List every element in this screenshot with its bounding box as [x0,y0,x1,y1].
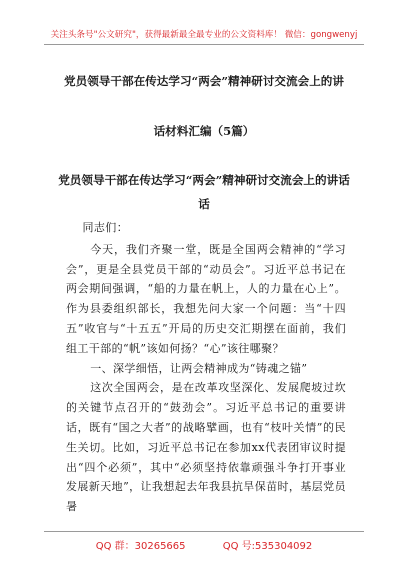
greeting: 同志们： [82,221,129,234]
document-title-line1: 党员领导干部在传达学习“两会”精神研讨交流会上的讲 [64,74,344,88]
section-title-line1: 党员领导干部在传达学习“两会”精神研讨交流会上的讲话 [58,173,350,187]
section-heading: 一、深学细悟，让两会精神成为“铸魂之锚” [90,361,308,375]
document-title-line2: 话材料汇编（5篇） [153,124,255,138]
section-title-line2: 话 [198,197,210,211]
header-divider [44,44,364,45]
document-body [66,218,346,517]
footer-contact [0,537,408,552]
footer-divider [44,531,364,532]
header-note: 关注头条号"公文研究"，获得最新最全最专业的公文资料库！ 微信：gongwenyj [50,30,358,40]
paragraph: 这次全国两会，是在改革攻坚深化、发展爬坡过坎的关键节点召开的“鼓劲会”。习近平总书记的重要讲话，既有“国之大者”的战略擘画，也有“枝叶关情”的民生关切。比如，习近平总书记在参加xx代表团审议时提出“四个必须”，其中“必须坚持依靠顽强斗争打开事业发展新天地”，让我想起去年我县抗旱保苗时，基层党员暑 [66,381,346,514]
footer-qq-group: QQ 群：30265665 [95,541,186,552]
paragraph: 今天，我们齐聚一堂，既是全国两会精神的“学习会”，更是全县党员干部的“动员会”。习近平总书记在两会期间强调，“船的力量在帆上，人的力量在心上”。作为县委组织部长，我想先问大家一个问题：当“十四五”收官与“十五五”开局的历史交汇期摆在面前，我们组工干部的“帆”该如何扬？“心”该往哪聚？ [66,242,346,355]
footer-qq-number: QQ 号:535304092 [222,541,313,552]
